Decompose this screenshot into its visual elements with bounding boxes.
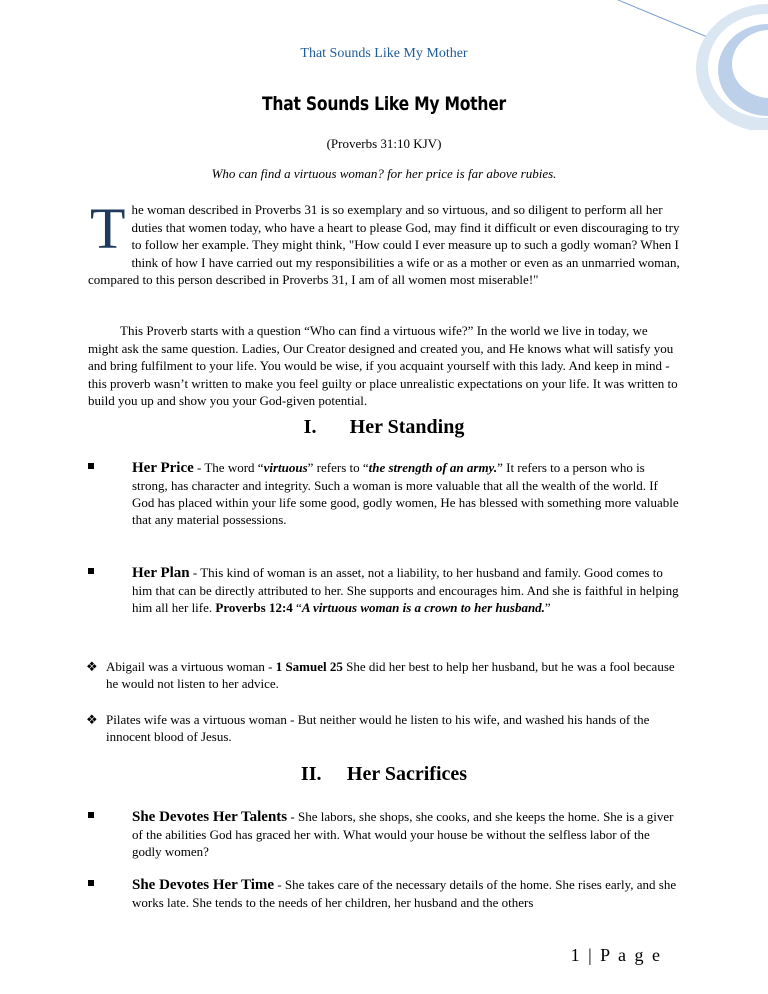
note-pilate	[88, 711, 680, 745]
text-run: - This kind of woman is an asset, not a liability, to her husband and family. Good comes to him that can be directly attributed to her. She supports and encourages him. And she is faithful in helping him all her life.	[132, 565, 679, 615]
section-title: Her Sacrifices	[346, 763, 468, 785]
note-text: Pilates wife was a virtuous woman - But neither would he listen to his wife, and washed his hands of the innocent blood of Jesus.	[106, 712, 650, 744]
text-run: Abigail was a virtuous woman -	[106, 659, 276, 674]
list-item-lead: Her Price	[132, 460, 194, 476]
text-run: - She takes care of the necessary details of the home. She rises early, and she works late. She tends to the needs of her children, her husband and the others	[132, 877, 677, 910]
list-item-text	[132, 564, 680, 616]
scripture-ref: 1 Samuel 25	[275, 659, 343, 674]
list-item-text	[132, 808, 680, 860]
scripture-reference: (Proverbs 31:10 KJV)	[326, 136, 442, 151]
drop-cap: T	[90, 196, 126, 261]
list-item-her-plan	[88, 564, 680, 616]
square-bullet-icon	[88, 568, 94, 574]
square-bullet-icon	[88, 812, 94, 818]
text-run: - The word “	[193, 460, 264, 475]
text-run: ” It refers to a person who is strong, has character and integrity. Such a woman is more valuable that all the wealth of the world. If God has placed within your life some good, godly women, He has blessed with something more valuable that any material possessions.	[132, 460, 679, 527]
intro-text: he woman described in Proverbs 31 is so exemplary and so virtuous, and so diligent to perform all her duties that women today, who have a heart to please God, may find it difficult or even discouraging to try to follow her example. They might think, "How could I ever measure up to such a godly woman? When I think of how I have carried out my responsibilities a wife or as a mother or even as an unmarried woman, compared to this person described in Proverbs 31, I am of all women most miserable!"	[88, 202, 680, 287]
note-text	[106, 658, 680, 692]
text-run: She did her best to help her husband, but he was a fool because he would not listen to her advice.	[106, 659, 675, 691]
section-heading-sacrifices	[0, 763, 768, 786]
note-abigail	[88, 658, 680, 692]
list-item-talents	[88, 808, 680, 860]
list-item-text	[132, 876, 680, 911]
document-title: That Sounds Like My Mother	[262, 93, 506, 115]
emphasis: virtuous	[263, 460, 308, 475]
text-run: - She labors, she shops, she cooks, and she keeps the home. She is a giver of the abilities God has graced her with. What would your house be without the selfless labor of the godly women?	[132, 809, 674, 859]
diamond-bullet-icon: ❖	[86, 659, 98, 674]
list-item-her-price	[88, 459, 680, 528]
section-title: Her Standing	[349, 416, 465, 438]
text-run: ” refers to “	[307, 460, 369, 475]
section-number: I.	[303, 416, 317, 438]
list-item-text	[132, 459, 680, 528]
emphasis: A virtuous woman is a crown to her husband.	[301, 600, 545, 615]
scripture-verse: Who can find a virtuous woman? for her price is far above rubies.	[211, 166, 557, 181]
text-run: “	[292, 600, 302, 615]
section-number: II.	[300, 763, 322, 785]
page-header: That Sounds Like My Mother	[300, 46, 468, 61]
square-bullet-icon	[88, 463, 94, 469]
list-item-time	[88, 876, 680, 911]
list-item-lead: Her Plan	[132, 565, 190, 581]
diamond-bullet-icon: ❖	[86, 712, 98, 727]
scripture-ref: Proverbs 12:4	[215, 600, 293, 615]
intro-paragraph	[88, 196, 680, 289]
page-number: 1 | P a g e	[570, 945, 662, 965]
emphasis: the strength of an army.	[368, 460, 498, 475]
list-item-lead: She Devotes Her Time	[132, 877, 275, 893]
list-item-lead: She Devotes Her Talents	[132, 809, 288, 825]
section-heading-standing	[0, 416, 768, 439]
square-bullet-icon	[88, 880, 94, 886]
text-run: ”	[544, 600, 551, 615]
second-paragraph: This Proverb starts with a question “Who can find a virtuous wife?” In the world we live in today, we might ask the same question. Ladies, Our Creator designed and created you, and He knows what will satisfy you and bring fulfilment to your life. You would be wise, if you acquaint yourself with this lady. And keep in mind - this proverb wasn’t written to make you feel guilty or place unrealistic expectations on your life. It was written to build you up and show you your God-given potential.	[88, 323, 678, 408]
